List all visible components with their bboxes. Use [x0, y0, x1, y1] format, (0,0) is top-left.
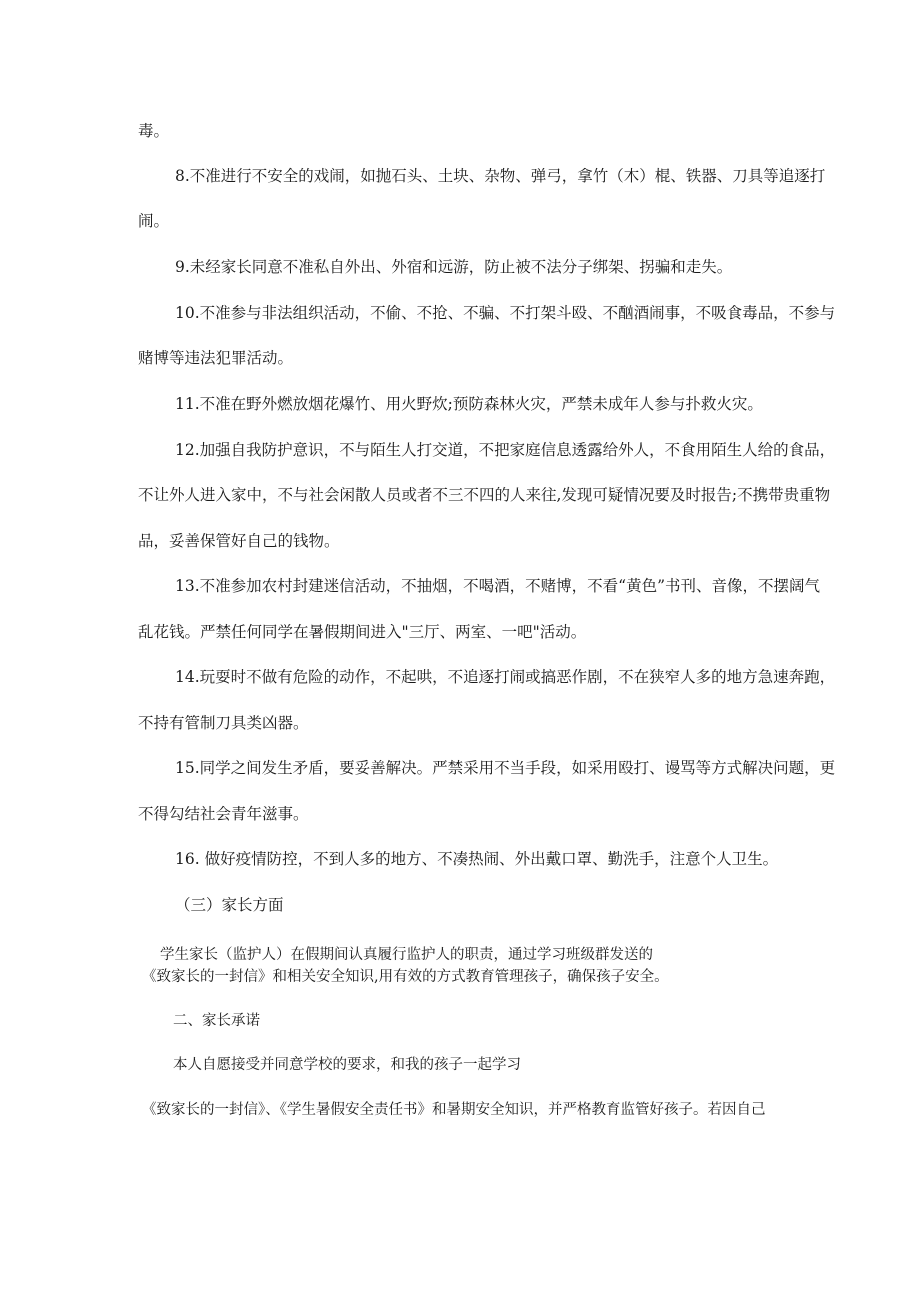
text-line: 14.玩耍时不做有危险的动作，不起哄，不追逐打闹或搞恶作剧，不在狭窄人多的地方急速奔跑，: [175, 668, 836, 686]
text-line: 不持有管制刀具类凶器。: [138, 714, 309, 732]
text-line: 毒。: [138, 122, 170, 140]
text-line: 不让外人进入家中，不与社会闲散人员或者不三不四的人来往,发现可疑情况要及时报告;不携带贵重物: [138, 486, 831, 504]
text-line: 闹。: [138, 212, 170, 230]
text-line: 品，妥善保管好自己的钱物。: [138, 532, 340, 550]
text-line: 本人自愿接受并同意学校的要求，和我的孩子一起学习: [173, 1057, 521, 1073]
text-line: 不得勾结社会青年滋事。: [138, 805, 309, 823]
text-line: 15.同学之间发生矛盾，要妥善解决。严禁采用不当手段，如采用殴打、谩骂等方式解决问题，更: [175, 759, 836, 777]
text-line: 12.加强自我防护意识，不与陌生人打交道，不把家庭信息透露给外人，不食用陌生人给的食品，: [175, 441, 836, 459]
text-line: 10.不准参与非法组织活动，不偷、不抢、不骗、不打架斗殴、不酗酒闹事，不吸食毒品，不参与: [175, 304, 836, 322]
text-line: 8.不准进行不安全的戏闹，如抛石头、土块、杂物、弹弓，拿竹（木）棍、铁器、刀具等追逐打: [175, 167, 826, 185]
text-line: 13.不准参加农村封建迷信活动，不抽烟，不喝酒，不赌博，不看“黄色”书刊、音像，不摆阔气: [175, 577, 821, 595]
text-line: 11.不准在野外燃放烟花爆竹、用火野炊;预防森林火灾，严禁未成年人参与扑救火灾。: [175, 395, 763, 413]
text-line: 9.未经家长同意不准私自外出、外宿和远游，防止被不法分子绑架、拐骗和走失。: [175, 258, 733, 276]
section-heading: 二、家长承诺: [173, 1013, 260, 1029]
text-line: 《致家长的一封信》和相关安全知识,用有效的方式教育管理孩子，确保孩子安全。: [142, 969, 669, 985]
text-line: 学生家长（监护人）在假期间认真履行监护人的职责，通过学习班级群发送的: [160, 947, 653, 963]
text-line: 16. 做好疫情防控，不到人多的地方、不凑热闹、外出戴口罩、勤洗手，注意个人卫生。: [175, 850, 779, 868]
text-line: 《致家长的一封信》、《学生暑假安全责任书》和暑期安全知识，并严格教育监管好孩子。若因自己: [142, 1102, 766, 1118]
text-line: 乱花钱。严禁任何同学在暑假期间进入"三厅、两室、一吧"活动。: [138, 623, 587, 641]
section-heading: （三）家长方面: [175, 896, 284, 914]
text-line: 赌博等违法犯罪活动。: [138, 349, 294, 367]
